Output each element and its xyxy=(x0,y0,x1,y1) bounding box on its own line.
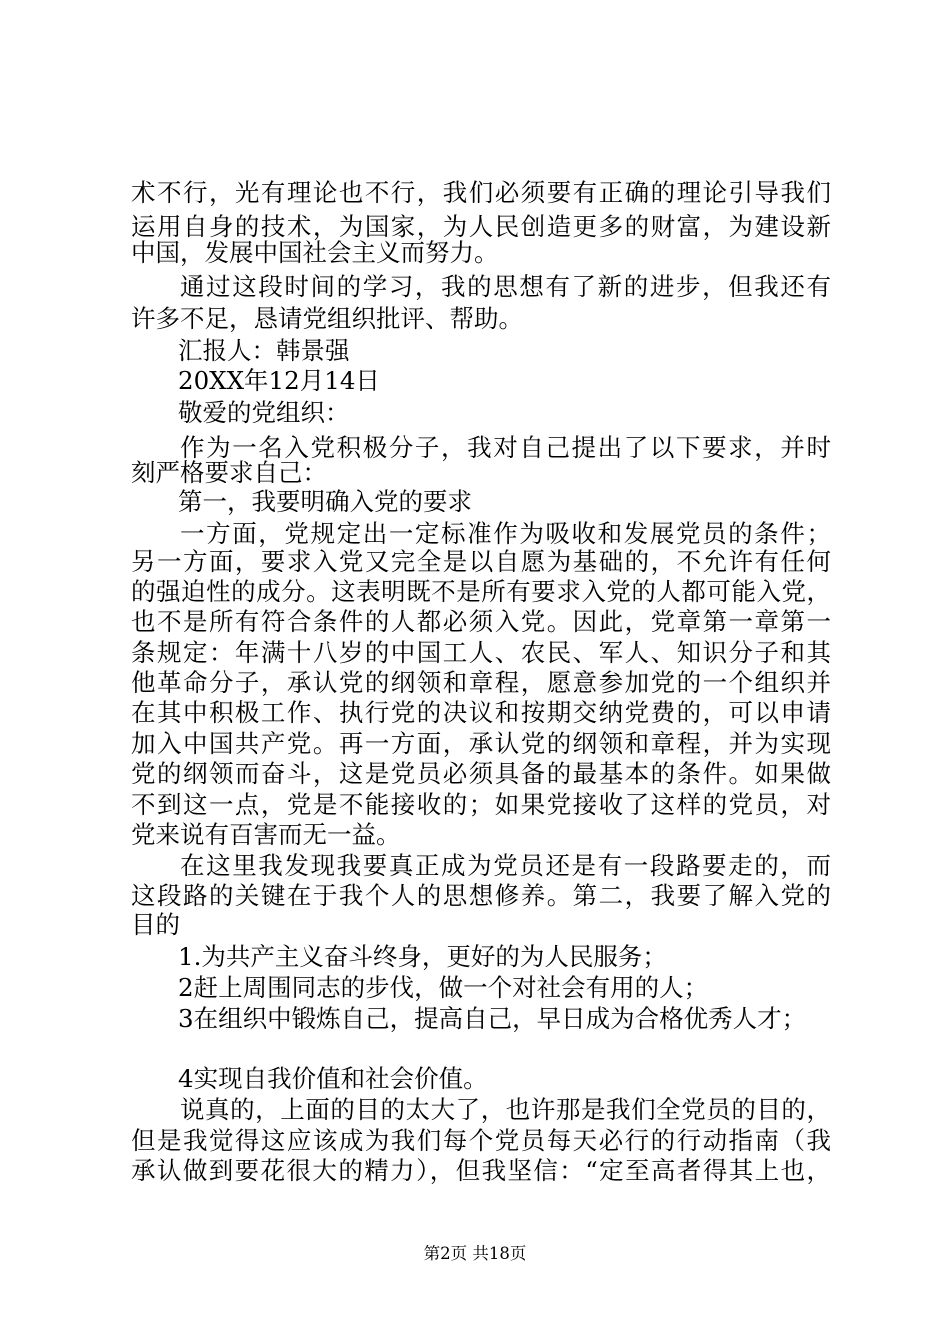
body-text-line: 的强迫性的成分。这表明既不是所有要求入党的人都可能入党， xyxy=(131,577,831,606)
salutation-line: 敬爱的党组织： xyxy=(178,398,350,427)
list-item: 2赶上周围同志的步伐，做一个对社会有用的人； xyxy=(178,973,709,1002)
body-text-line: 运用自身的技术，为国家，为人民创造更多的财富，为建设新 xyxy=(131,212,831,241)
body-text-line: 也不是所有符合条件的人都必须入党。因此，党章第一章第一 xyxy=(131,607,831,636)
body-text-line: 承认做到要花很大的精力），但我坚信：“定至高者得其上也， xyxy=(131,1156,831,1185)
body-text-line: 在其中积极工作、执行党的决议和按期交纳党费的，可以申请 xyxy=(131,698,831,727)
body-text-line: 加入中国共产党。再一方面，承认党的纲领和章程，并为实现 xyxy=(131,729,831,758)
body-text-line: 不到这一点，党是不能接收的；如果党接收了这样的党员，对 xyxy=(131,790,831,819)
page-number-footer: 第2页 共18页 xyxy=(423,1244,527,1263)
list-item: 3在组织中锻炼自己，提高自己，早日成为合格优秀人才； xyxy=(178,1004,807,1033)
body-text-line: 作为一名入党积极分子，我对自己提出了以下要求，并时 xyxy=(180,433,831,462)
body-text-line: 通过这段时间的学习，我的思想有了新的进步，但我还有 xyxy=(180,272,831,301)
body-text-line: 目的 xyxy=(131,910,180,939)
body-text-line: 条规定：年满十八岁的中国工人、农民、军人、知识分子和其 xyxy=(131,638,831,667)
body-text-line: 他革命分子，承认党的纲领和章程，愿意参加党的一个组织并 xyxy=(131,668,831,697)
body-text-line: 说真的，上面的目的太大了，也许那是我们全党员的目的， xyxy=(180,1095,831,1124)
body-text-line: 中国，发展中国社会主义而努力。 xyxy=(131,238,499,267)
body-text-line: 术不行，光有理论也不行，我们必须要有正确的理论引导我们 xyxy=(131,178,831,207)
body-text-line: 党的纲领而奋斗，这是党员必须具备的最基本的条件。如果做 xyxy=(131,759,831,788)
list-item: 4实现自我价值和社会价值。 xyxy=(178,1064,488,1093)
reporter-line: 汇报人：韩景强 xyxy=(178,336,350,365)
body-text-line: 党来说有百害而无一益。 xyxy=(131,820,401,849)
body-text-line: 但是我觉得这应该成为我们每个党员每天必行的行动指南（我 xyxy=(131,1126,831,1155)
body-text-line: 一方面，党规定出一定标准作为吸收和发展党员的条件； xyxy=(180,519,831,548)
date-line: 20XX年12月14日 xyxy=(178,366,380,395)
body-text-line: 另一方面，要求入党又完全是以自愿为基础的，不允许有任何 xyxy=(131,547,831,576)
body-text-line: 在这里我发现我要真正成为党员还是有一段路要走的，而 xyxy=(180,851,831,880)
section-heading-line: 第一，我要明确入党的要求 xyxy=(178,487,472,516)
body-text-line: 这段路的关键在于我个人的思想修养。第二，我要了解入党的 xyxy=(131,881,831,910)
body-text-line: 许多不足，恳请党组织批评、帮助。 xyxy=(131,304,523,333)
body-text-line: 刻严格要求自己： xyxy=(131,458,327,487)
list-item: 1.为共产主义奋斗终身，更好的为人民服务； xyxy=(178,942,667,971)
